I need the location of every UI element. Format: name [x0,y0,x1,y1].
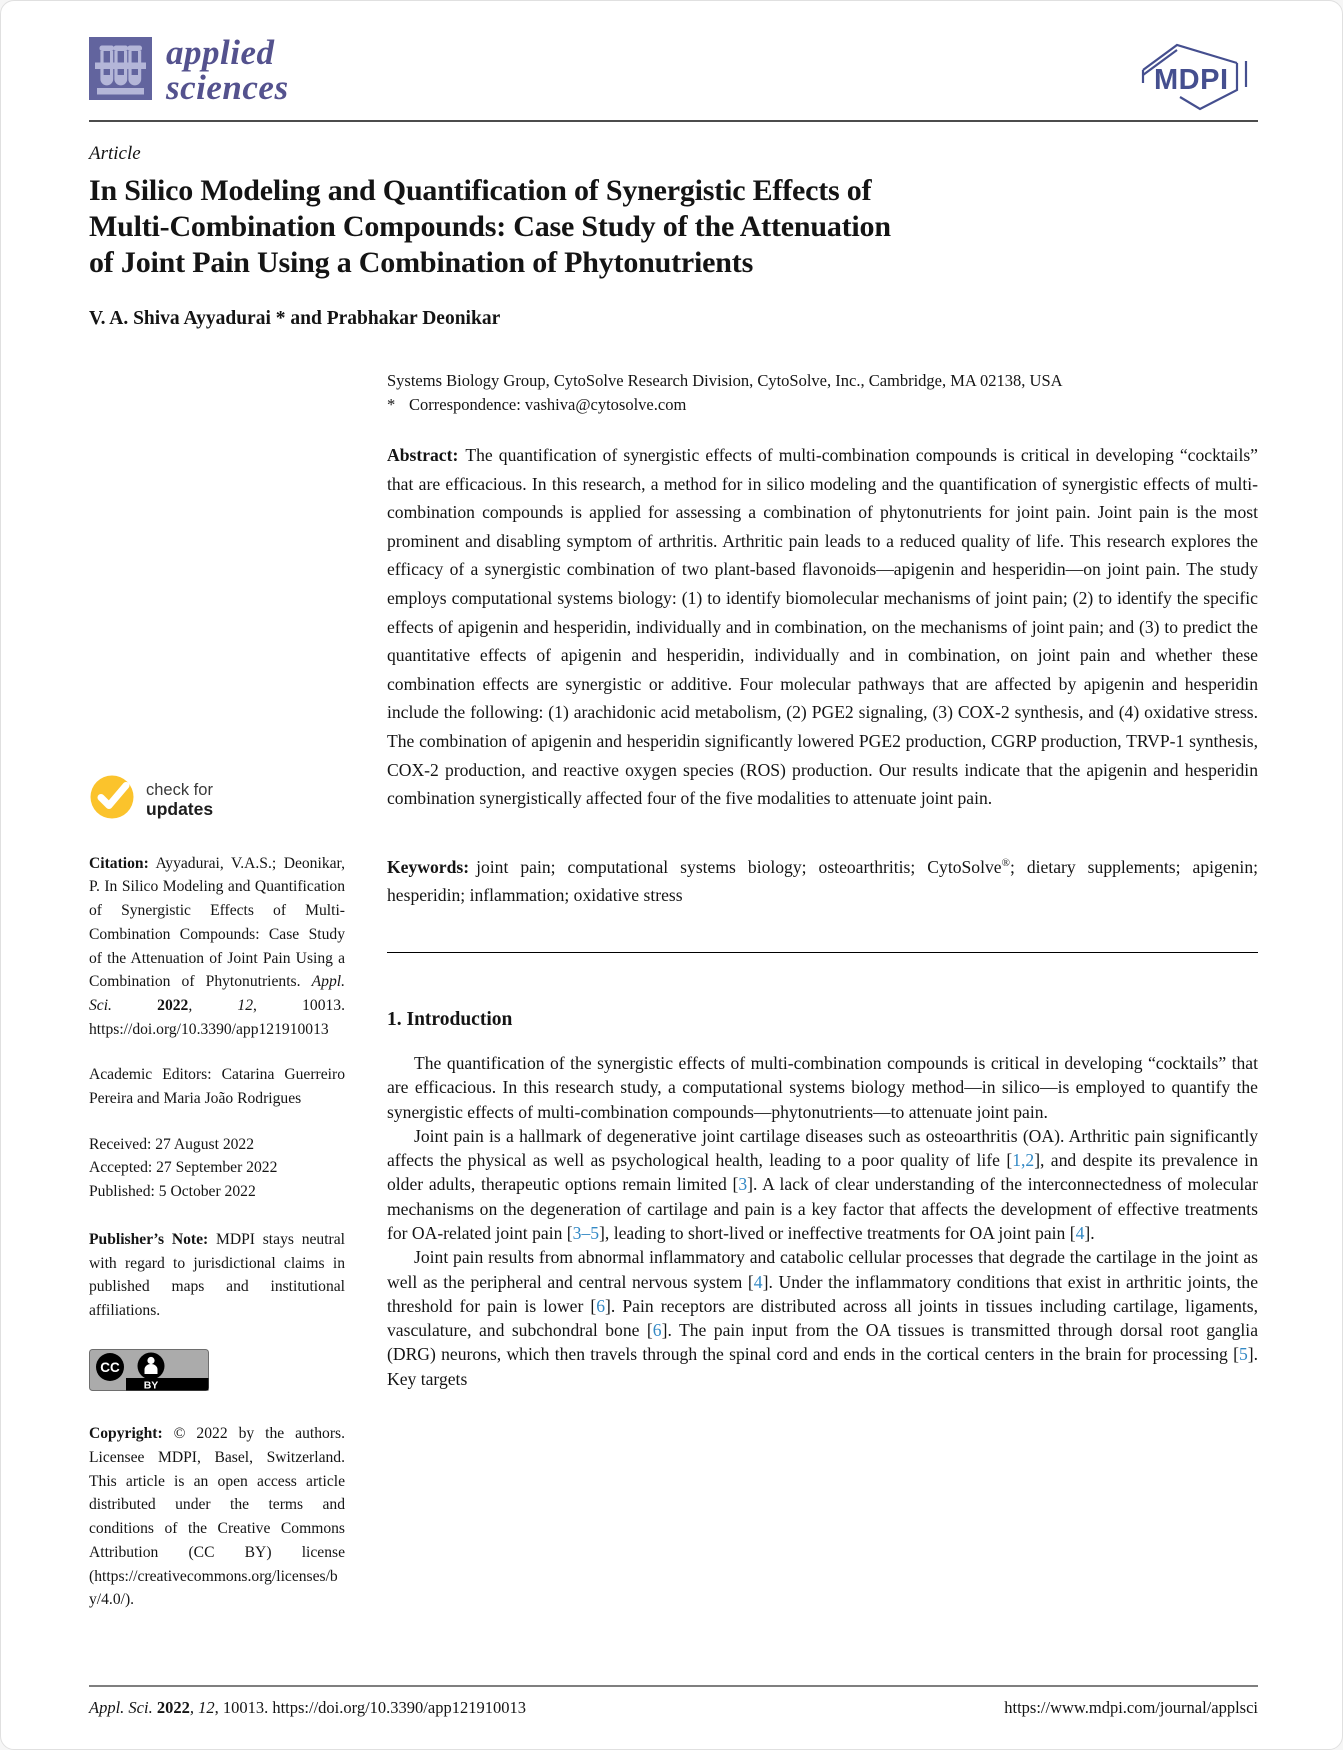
published-date: Published: 5 October 2022 [89,1183,256,1201]
title-line-1: In Silico Modeling and Quantification of Synergistic Effects of [89,174,872,207]
abstract-text: The quantification of synergistic effects of multi-combination compounds is critical in developing “cocktails” that are efficacious. In this research, a method for in silico modeling and the quantification of synergistic effects of multi-combination compounds is applied for assessing a combination of phytonutrients for joint pain. Joint pain is the most prominent and disabling symptom of arthritis. Arthritic pain leads to a reduced quality of life. This research explores the efficacy of a synergistic combination of two plant-based flavonoids—apigenin and hesperidin—on joint pain. The study employs computational systems biology: (1) to identify biomolecular mechanisms of joint pain; (2) to identify the specific effects of apigenin and hesperidin, individually and in combination, on the mechanisms of joint pain; and (3) to predict the quantitative effects of apigenin and hesperidin, individually and in combination, on joint pain and whether these combination effects are synergistic or additive. Four molecular pathways that are affected by apigenin and hesperidin include the following: (1) arachidonic acid metabolism, (2) PGE2 signaling, (3) COX-2 synthesis, and (4) oxidative stress. The combination of apigenin and hesperidin significantly lowered PGE2 production, CGRP production, TRVP-1 synthesis, COX-2 production, and reactive oxygen species (ROS) production. Our results indicate that the apigenin and hesperidin combination synergistically affected four of the five modalities to attenuate joint pain. [387,445,1258,809]
introduction-paragraph-1: The quantification of the synergistic effects of multi-combination compounds is critical in developing “cocktails” that are efficacious. In this research study, a computational systems biology method—in silico—is employed to quantify the synergistic effects of multi-combination compounds—phytonutrients—to attenuate joint pain. [387,1052,1258,1122]
header-divider [89,120,1258,122]
publisher-note-body: MDPI stays neutral with regard to jurisdictional claims in published maps and institutional affiliations. [89,1230,345,1319]
keywords-label: Keywords: [387,856,470,877]
footer-doi-link[interactable]: , 10013. https://doi.org/10.3390/app121910013 [214,1698,526,1717]
introduction-paragraph-3: Joint pain results from abnormal inflammatory and catabolic cellular processes that degrade the cartilage in the joint as well as the peripheral and central nervous system [4]. Under the inflammatory conditions that exist in arthritic joints, the threshold for pain is lower [6]. Pain receptors are distributed across all joints in tissues including cartilage, ligaments, vasculature, and subchondral bone [6]. The pain input from the OA tissues is transmitted through dorsal root ganglia (DRG) neurons, which then travels through the spinal cord and ends in the cortical centers in the brain for processing [5]. Key targets [387,1247,1258,1389]
footer-journal: Appl. Sci. [89,1698,153,1717]
left-sidebar [89,357,345,1612]
sidebar-spacer [89,357,345,773]
article-title [89,173,1258,281]
journal-brand[interactable] [89,34,289,105]
journal-name [166,35,289,105]
abstract-paragraph [387,441,1258,813]
citation-volume: , 12 [188,996,254,1014]
page-footer [89,1685,1258,1718]
citation-label: Citation: [89,854,149,872]
citation-body: Ayyadurai, V.A.S.; Deonikar, P. In Silico Modeling and Quantification of Synergistic Effects of Multi-Combination Compounds: Case Study of the Attenuation of Joint Pain Using a Combination of Phytonutrients. [89,854,345,991]
check-for-updates-line1: check for [146,780,213,799]
cc-by-text: BY [143,1379,159,1391]
title-line-2: Multi-Combination Compounds: Case Study of the Attenuation [89,210,891,243]
check-for-updates-line2: updates [146,798,214,819]
keywords-divider [387,952,1258,953]
check-for-updates-badge[interactable] [89,773,279,828]
reference-link[interactable]: 6 [596,1295,606,1316]
reference-link[interactable]: 5 [1238,1344,1248,1365]
publisher-note-label: Publisher’s Note: [89,1230,209,1248]
citation-year: 2022 [111,996,189,1014]
svg-text:MDPI: MDPI [1154,64,1229,96]
keywords-paragraph [387,853,1258,910]
applied-sciences-logo-icon [89,37,152,100]
title-line-3: of Joint Pain Using a Combination of Phytonutrients [89,246,754,279]
correspondence-email-link[interactable]: vashiva@cytosolve.com [524,395,687,414]
reference-link[interactable]: 4 [1075,1222,1085,1243]
correspondence-line [387,393,1258,417]
reference-link[interactable]: 6 [652,1320,662,1341]
received-date: Received: 27 August 2022 [89,1135,255,1153]
article-type-label: Article [89,143,141,164]
section-heading-introduction: 1. Introduction [387,1008,513,1030]
footer-volume: , 12 [189,1698,215,1717]
svg-text:CC: CC [100,1359,120,1375]
authors-line: V. A. Shiva Ayyadurai * and Prabhakar Deonikar [89,308,501,329]
main-column [387,357,1258,1612]
keywords-text: joint pain; computational systems biology; osteoarthritis; CytoSolve®; dietary supplements; apigenin; hesperidin; inflammation; oxidative stress [387,856,1259,906]
accepted-date: Accepted: 27 September 2022 [89,1159,278,1177]
citation-journal: Appl. Sci. [89,973,345,1014]
copyright-block [89,1422,345,1612]
footer-divider [89,1685,1258,1687]
history-dates [89,1133,345,1204]
reference-link[interactable]: 1,2 [1012,1150,1035,1171]
copyright-body: © 2022 by the authors. Licensee MDPI, Basel, Switzerland. This article is an open access article distributed under the terms and conditions of the Creative Commons Attribution (CC BY) license (https://creativecommons.org/licenses/by/4.0/). [89,1425,345,1609]
affiliation: Systems Biology Group, CytoSolve Research Division, CytoSolve, Inc., Cambridge, MA 02138, USA [387,371,1063,390]
journal-name-line1: applied [166,33,275,72]
academic-editors: Academic Editors: Catarina Guerreiro Pereira and Maria João Rodrigues [89,1066,345,1108]
mdpi-logo-icon[interactable] [1136,36,1258,117]
citation-block [89,852,345,1042]
check-circle-icon [89,773,136,828]
copyright-label: Copyright: [89,1425,163,1443]
abstract-label: Abstract: [387,445,459,465]
correspondence-label: Correspondence: [409,395,521,414]
correspondence-marker: * [387,395,396,414]
journal-name-line2: sciences [166,68,289,107]
reference-link[interactable]: 3–5 [572,1222,600,1243]
footer-citation [89,1698,526,1718]
registered-trademark-symbol: ® [1001,856,1010,869]
introduction-paragraph-2: Joint pain is a hallmark of degenerative joint cartilage diseases such as osteoarthritis (OA). Arthritic pain significantly affects the physical as well as psychological health, leading to a poor quality of life [1,2], and despite its prevalence in older adults, therapeutic options remain limited [3]. A lack of clear understanding of the interconnectedness of molecular mechanisms on the degeneration of cartilage and pain is a key factor that affects the development of effective treatments for OA-related joint pain [3–5], leading to short-lived or ineffective treatments for OA joint pain [4]. [387,1125,1258,1243]
reference-link[interactable]: 3 [738,1174,748,1195]
footer-year: 2022 [152,1698,190,1717]
publisher-note [89,1228,345,1323]
cc-by-license-badge[interactable] [89,1349,345,1399]
footer-journal-url-link[interactable]: https://www.mdpi.com/journal/applsci [1004,1698,1258,1717]
journal-header [89,34,1258,116]
reference-link[interactable]: 4 [753,1271,763,1292]
citation-doi-link[interactable]: , 10013. https://doi.org/10.3390/app121910013 [89,996,346,1038]
check-for-updates-text [146,781,213,820]
